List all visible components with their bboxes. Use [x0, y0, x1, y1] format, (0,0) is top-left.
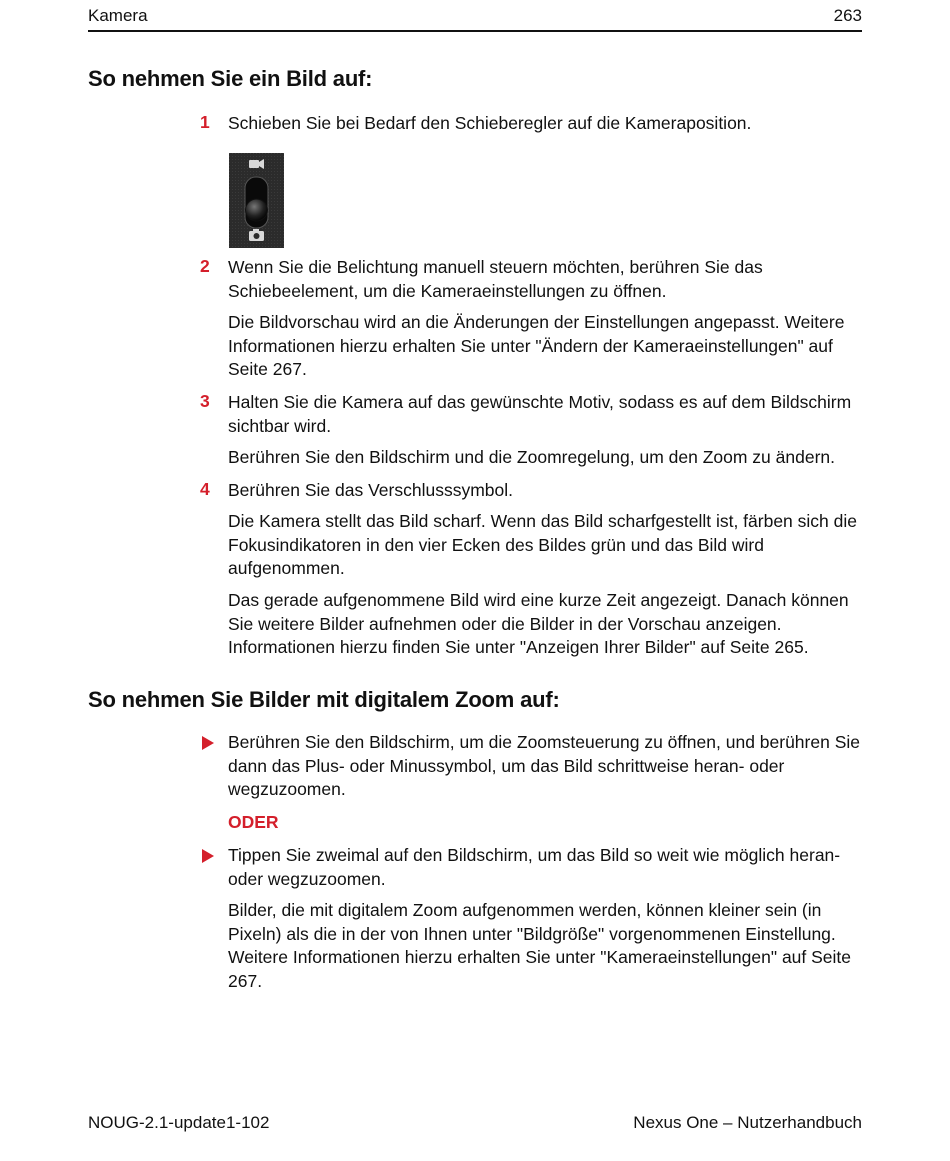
step-number-4: 4	[200, 479, 210, 499]
bullet-triangle-icon	[202, 849, 214, 863]
section-heading-take-picture: So nehmen Sie ein Bild auf:	[88, 66, 373, 91]
page-header	[88, 4, 862, 32]
step-number-1: 1	[200, 112, 210, 132]
zoom-note: Bilder, die mit digitalem Zoom aufgenommen werden, können kleiner sein (in Pixeln) als die in der von Ihnen unter "Bildgröße" vorgenommenen Einstellung. Weitere Informationen hierzu erhalten Sie unter "Kameraeinstellungen" auf Seite 267.	[228, 900, 852, 991]
or-label: ODER	[228, 812, 279, 832]
step-number-2: 2	[200, 256, 210, 276]
step-2-note: Die Bildvorschau wird an die Änderungen der Einstellungen angepasst. Weitere Informationen hierzu erhalten Sie unter "Ändern der Kameraeinstellungen" auf Seite 267.	[228, 312, 845, 379]
step-4-note-2: Das gerade aufgenommene Bild wird eine kurze Zeit angezeigt. Danach können Sie weitere Bilder aufnehmen oder die Bilder in der Vorschau anzeigen. Informationen hierzu finden Sie unter "Anzeigen Ihrer Bilder" auf Seite 265.	[228, 590, 849, 657]
step-1-text: Schieben Sie bei Bedarf den Schieberegler auf die Kameraposition.	[228, 113, 752, 133]
section-title: Kamera	[88, 6, 148, 25]
zoom-bullet-1: Berühren Sie den Bildschirm, um die Zoomsteuerung zu öffnen, und berühren Sie dann das Plus- oder Minussymbol, um das Bild schrittweise heran- oder wegzuzoomen.	[228, 732, 860, 799]
step-2-text: Wenn Sie die Belichtung manuell steuern möchten, berühren Sie das Schiebeelement, um die Kameraeinstellungen zu öffnen.	[228, 257, 763, 301]
step-3-note: Berühren Sie den Bildschirm und die Zoomregelung, um den Zoom zu ändern.	[228, 447, 836, 467]
step-3-text: Halten Sie die Kamera auf das gewünschte Motiv, sodass es auf dem Bildschirm sichtbar wird.	[228, 392, 852, 436]
step-4-text: Berühren Sie das Verschlusssymbol.	[228, 480, 513, 500]
section-heading-digital-zoom: So nehmen Sie Bilder mit digitalem Zoom auf:	[88, 687, 560, 712]
step-number-3: 3	[200, 391, 210, 411]
bullet-triangle-icon	[202, 736, 214, 750]
step-4-note: Die Kamera stellt das Bild scharf. Wenn das Bild scharfgestellt ist, färben sich die Fokusindikatoren in den vier Ecken des Bildes grün und das Bild wird aufgenommen.	[228, 511, 857, 578]
camera-video-slider-icon	[229, 153, 284, 248]
page-number: 263	[833, 6, 862, 25]
zoom-bullet-2: Tippen Sie zweimal auf den Bildschirm, um das Bild so weit wie möglich heran- oder wegzuzoomen.	[228, 845, 841, 889]
document-title: Nexus One – Nutzerhandbuch	[633, 1113, 862, 1132]
document-id: NOUG-2.1-update1-102	[88, 1113, 270, 1132]
